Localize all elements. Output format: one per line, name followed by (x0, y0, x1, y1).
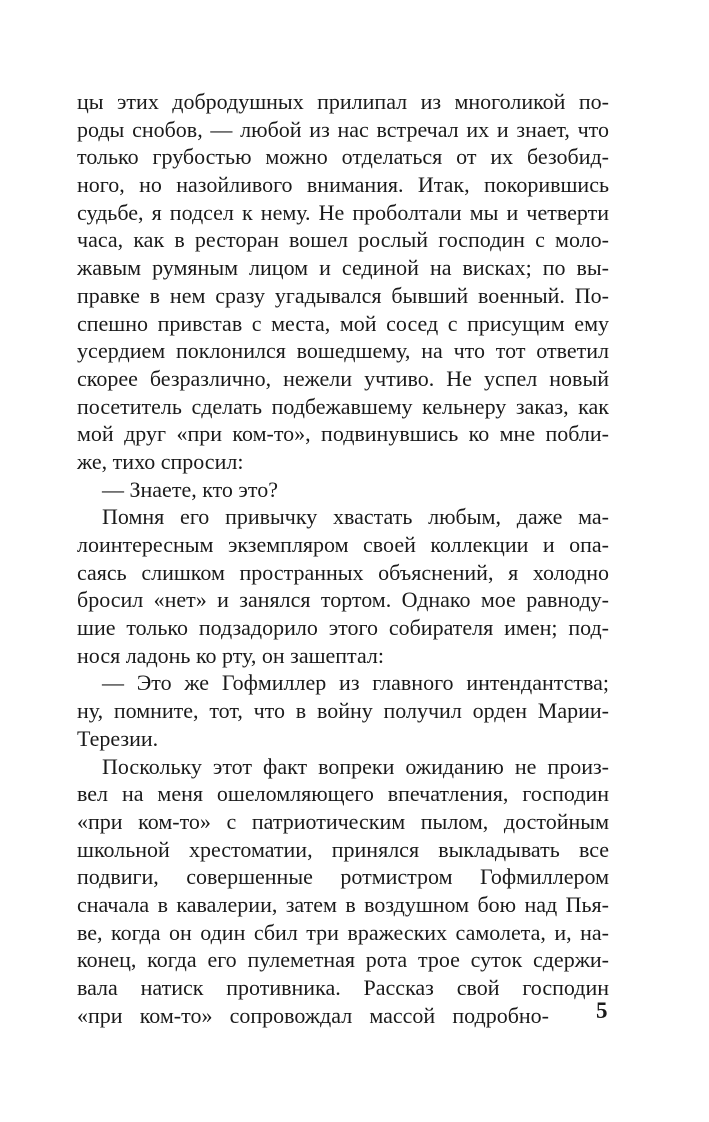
text-line: часа, как в ресторан вошел рослый господин с моло- (77, 227, 609, 253)
text-line: правке в нем сразу угадывался бывший военный. По- (77, 282, 609, 308)
text-line: Поскольку этот факт вопреки ожиданию не произ- (102, 753, 609, 779)
text-line: Помня его привычку хвастать любым, даже ма- (102, 504, 609, 530)
text-line: нося ладонь ко рту, он зашептал: (77, 642, 384, 668)
text-line: конец, когда его пулеметная рота трое суток сдержи- (77, 947, 609, 973)
text-line: лоинтересным экземпляром своей коллекции и опа- (77, 532, 609, 557)
text-line: же, тихо спросил: (77, 448, 244, 474)
text-line: усердием поклонился вошедшему, на что тот ответил (77, 338, 609, 364)
text-line: скорее безразлично, нежели учтиво. Не успел новый (77, 365, 609, 391)
text-line: судьбе, я подсел к нему. Не проболтали мы и четверти (77, 199, 609, 225)
text-line: «при ком-то» с патриотическим пылом, достойным (77, 808, 609, 834)
text-line: мой друг «при ком-то», подвинувшись ко мне побли- (77, 421, 609, 447)
text-line: вала натиск противника. Рассказ свой господин (77, 975, 609, 1000)
text-line: — Это же Гофмиллер из главного интендантства; (102, 670, 609, 696)
text-line: спешно привстав с места, мой сосед с присущим ему (77, 310, 609, 336)
text-line: сначала в кавалерии, затем в воздушном бою над Пья- (77, 891, 609, 917)
text-line: бросил «нет» и занялся тортом. Однако мое равноду- (77, 587, 609, 613)
text-line: подвиги, совершенные ротмистром Гофмиллером (77, 864, 609, 890)
text-line: только грубостью можно отделаться от их безобид- (77, 144, 609, 170)
text-line: саясь слишком пространных объяснений, я холодно (77, 559, 609, 585)
text-line: жавым румяным лицом и сединой на висках; по вы- (77, 255, 609, 281)
text-line: роды снобов, — любой из нас встречал их и знает, что (77, 116, 609, 142)
text-line: школьной хрестоматии, принялся выкладывать все (77, 836, 609, 862)
text-line: ну, помните, тот, что в войну получил орден Марии- (77, 698, 609, 724)
page-number: 5 (596, 998, 608, 1023)
text-line: цы этих добродушных прилипал из многоликой по- (77, 89, 609, 114)
text-line: ве, когда он один сбил три вражеских самолета, и, на- (77, 919, 609, 945)
text-line: Терезии. (77, 725, 159, 751)
text-line: ного, но назойливого внимания. Итак, покорившись (77, 172, 609, 198)
text-line: посетитель сделать подбежавшему кельнеру заказ, как (77, 393, 609, 419)
text-line: — Знаете, кто это? (102, 476, 278, 502)
text-line: вел на меня ошеломляющего впечатления, господин (77, 781, 609, 807)
page-body (77, 88, 609, 1029)
text-line: шие только подзадорило этого собирателя имен; под- (77, 615, 609, 641)
text-line: «при ком-то» сопровождал массой подробно- (77, 1002, 549, 1028)
